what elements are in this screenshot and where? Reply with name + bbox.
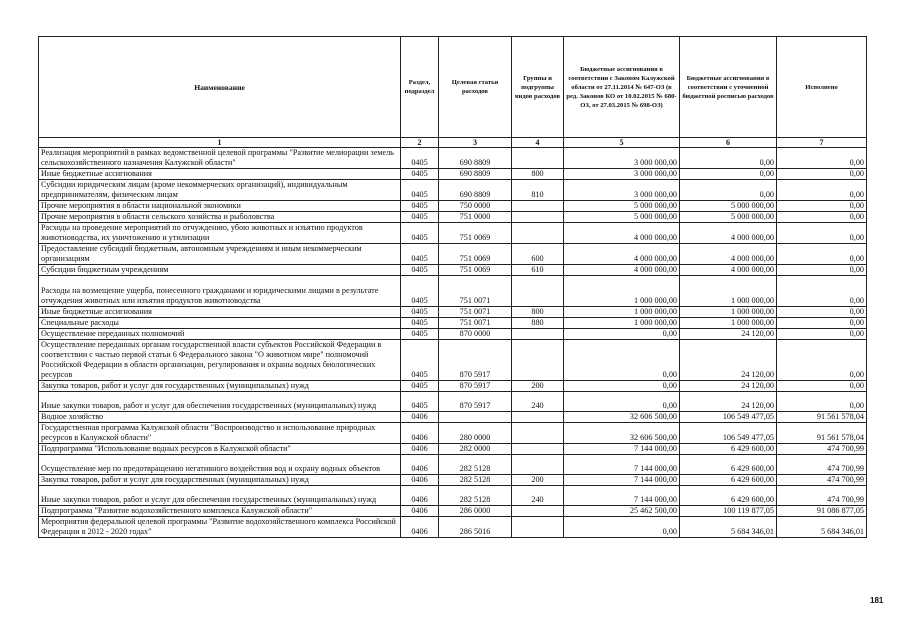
row-group bbox=[512, 276, 564, 307]
table-row bbox=[39, 412, 867, 423]
table-row bbox=[39, 506, 867, 517]
table-body bbox=[39, 148, 867, 538]
row-group bbox=[512, 340, 564, 381]
row-group: 880 bbox=[512, 318, 564, 329]
row-name: Прочие мероприятия в области сельского хозяйства и рыболовства bbox=[39, 212, 401, 223]
row-law-amount: 7 144 000,00 bbox=[564, 475, 680, 486]
row-law-amount: 0,00 bbox=[564, 381, 680, 392]
row-target: 751 0071 bbox=[439, 318, 512, 329]
row-name: Расходы на возмещение ущерба, понесенного гражданами и юридическими лицами в результате отчуждения животных или изъятия продуктов животноводства bbox=[39, 276, 401, 307]
table-row bbox=[39, 318, 867, 329]
row-name: Иные бюджетные ассигнования bbox=[39, 307, 401, 318]
row-name: Субсидии бюджетным учреждениям bbox=[39, 265, 401, 276]
row-executed-amount: 0,00 bbox=[777, 244, 867, 265]
table-row bbox=[39, 201, 867, 212]
header-budget-law: Бюджетные ассигнования в соответствии с Законом Калужской области от 27.11.2014 № 647-ОЗ (в ред. Законов КО от 10.02.2015 № 680-ОЗ, от 27.03.2015 № 698-ОЗ) bbox=[564, 37, 680, 138]
budget-table bbox=[38, 36, 867, 538]
row-group bbox=[512, 223, 564, 244]
row-group bbox=[512, 329, 564, 340]
row-list-amount: 0,00 bbox=[680, 169, 777, 180]
row-list-amount: 4 000 000,00 bbox=[680, 244, 777, 265]
row-section: 0405 bbox=[401, 340, 439, 381]
row-law-amount: 0,00 bbox=[564, 340, 680, 381]
row-target: 286 0000 bbox=[439, 506, 512, 517]
row-executed-amount: 0,00 bbox=[777, 201, 867, 212]
row-name: Иные закупки товаров, работ и услуг для обеспечения государственных (муниципальных) нужд bbox=[39, 486, 401, 506]
row-section: 0405 bbox=[401, 223, 439, 244]
row-target: 286 5016 bbox=[439, 517, 512, 538]
row-law-amount: 5 000 000,00 bbox=[564, 201, 680, 212]
row-list-amount: 24 120,00 bbox=[680, 340, 777, 381]
row-law-amount: 7 144 000,00 bbox=[564, 444, 680, 455]
row-law-amount: 0,00 bbox=[564, 517, 680, 538]
row-group bbox=[512, 412, 564, 423]
row-section: 0406 bbox=[401, 412, 439, 423]
row-name: Осуществление переданных полномочий bbox=[39, 329, 401, 340]
row-law-amount: 5 000 000,00 bbox=[564, 212, 680, 223]
row-group: 610 bbox=[512, 265, 564, 276]
row-section: 0406 bbox=[401, 506, 439, 517]
table-row bbox=[39, 423, 867, 444]
row-section: 0405 bbox=[401, 244, 439, 265]
row-law-amount: 32 606 500,00 bbox=[564, 423, 680, 444]
table-row bbox=[39, 517, 867, 538]
row-name: Закупка товаров, работ и услуг для государственных (муниципальных) нужд bbox=[39, 475, 401, 486]
row-list-amount: 106 549 477,05 bbox=[680, 412, 777, 423]
row-name: Реализация мероприятий в рамках ведомственной целевой программы "Развитие мелиорации земель сельскохозяйственного назначения Калужской области" bbox=[39, 148, 401, 169]
row-law-amount: 0,00 bbox=[564, 392, 680, 412]
row-law-amount: 1 000 000,00 bbox=[564, 307, 680, 318]
row-law-amount: 32 606 500,00 bbox=[564, 412, 680, 423]
budget-table-sheet bbox=[38, 36, 866, 538]
table-row bbox=[39, 276, 867, 307]
row-executed-amount: 0,00 bbox=[777, 318, 867, 329]
row-executed-amount: 0,00 bbox=[777, 340, 867, 381]
row-list-amount: 6 429 600,00 bbox=[680, 475, 777, 486]
row-name: Предоставление субсидий бюджетным, автономным учреждениям и иным некоммерческим организациям bbox=[39, 244, 401, 265]
row-group bbox=[512, 201, 564, 212]
row-list-amount: 5 000 000,00 bbox=[680, 201, 777, 212]
row-executed-amount: 0,00 bbox=[777, 329, 867, 340]
row-law-amount: 0,00 bbox=[564, 329, 680, 340]
row-group: 600 bbox=[512, 244, 564, 265]
row-group: 800 bbox=[512, 169, 564, 180]
row-group: 800 bbox=[512, 307, 564, 318]
row-law-amount: 1 000 000,00 bbox=[564, 276, 680, 307]
row-section: 0405 bbox=[401, 180, 439, 201]
row-name: Подпрограмма "Развитие водохозяйственного комплекса Калужской области" bbox=[39, 506, 401, 517]
row-section: 0406 bbox=[401, 486, 439, 506]
row-target: 751 0069 bbox=[439, 244, 512, 265]
row-executed-amount: 0,00 bbox=[777, 169, 867, 180]
header-groups: Группы и подгруппы видов расходов bbox=[512, 37, 564, 138]
row-target: 870 5917 bbox=[439, 381, 512, 392]
column-number: 6 bbox=[680, 138, 777, 148]
column-number: 4 bbox=[512, 138, 564, 148]
row-target: 280 0000 bbox=[439, 423, 512, 444]
row-target: 282 0000 bbox=[439, 444, 512, 455]
row-executed-amount: 91 086 877,05 bbox=[777, 506, 867, 517]
column-number: 1 bbox=[39, 138, 401, 148]
row-name: Подпрограмма "Использование водных ресурсов в Калужской области" bbox=[39, 444, 401, 455]
row-group bbox=[512, 517, 564, 538]
row-target bbox=[439, 412, 512, 423]
row-list-amount: 106 549 477,05 bbox=[680, 423, 777, 444]
row-law-amount: 3 000 000,00 bbox=[564, 169, 680, 180]
row-name: Субсидии юридическим лицам (кроме некоммерческих организаций), индивидуальным предпринимателям, физическим лицам bbox=[39, 180, 401, 201]
row-target: 750 0000 bbox=[439, 201, 512, 212]
header-name: Наименование bbox=[39, 37, 401, 138]
header-budget-list: Бюджетные ассигнования в соответствии с уточненной бюджетной росписью расходов bbox=[680, 37, 777, 138]
row-list-amount: 0,00 bbox=[680, 148, 777, 169]
row-group: 810 bbox=[512, 180, 564, 201]
row-target: 751 0069 bbox=[439, 265, 512, 276]
table-row bbox=[39, 340, 867, 381]
table-row bbox=[39, 180, 867, 201]
row-section: 0405 bbox=[401, 201, 439, 212]
table-row bbox=[39, 307, 867, 318]
row-group: 240 bbox=[512, 392, 564, 412]
row-name: Мероприятия федеральной целевой программы "Развитие водохозяйственного комплекса Российской Федерации в 2012 - 2020 годах" bbox=[39, 517, 401, 538]
row-section: 0405 bbox=[401, 392, 439, 412]
table-row bbox=[39, 475, 867, 486]
header-section: Раздел, подраздел bbox=[401, 37, 439, 138]
row-section: 0405 bbox=[401, 329, 439, 340]
row-target: 690 8809 bbox=[439, 180, 512, 201]
row-group bbox=[512, 148, 564, 169]
table-row bbox=[39, 223, 867, 244]
column-number: 5 bbox=[564, 138, 680, 148]
table-row bbox=[39, 329, 867, 340]
row-list-amount: 0,00 bbox=[680, 180, 777, 201]
column-number: 3 bbox=[439, 138, 512, 148]
row-target: 690 8809 bbox=[439, 148, 512, 169]
row-group: 200 bbox=[512, 475, 564, 486]
row-executed-amount: 474 700,99 bbox=[777, 455, 867, 475]
table-row bbox=[39, 148, 867, 169]
row-target: 870 5917 bbox=[439, 340, 512, 381]
row-law-amount: 7 144 000,00 bbox=[564, 486, 680, 506]
row-list-amount: 1 000 000,00 bbox=[680, 318, 777, 329]
page-number: 181 bbox=[870, 596, 884, 605]
table-row bbox=[39, 486, 867, 506]
row-law-amount: 25 462 500,00 bbox=[564, 506, 680, 517]
row-target: 282 5128 bbox=[439, 455, 512, 475]
row-group bbox=[512, 455, 564, 475]
row-section: 0405 bbox=[401, 265, 439, 276]
row-target: 751 0071 bbox=[439, 276, 512, 307]
row-name: Расходы на проведение мероприятий по отчуждению, убою животных и изъятию продуктов животноводства, их уничтожению и утилизации bbox=[39, 223, 401, 244]
row-group bbox=[512, 506, 564, 517]
table-row bbox=[39, 169, 867, 180]
row-target: 870 0000 bbox=[439, 329, 512, 340]
row-list-amount: 24 120,00 bbox=[680, 329, 777, 340]
row-law-amount: 3 000 000,00 bbox=[564, 180, 680, 201]
row-executed-amount: 0,00 bbox=[777, 180, 867, 201]
row-executed-amount: 0,00 bbox=[777, 148, 867, 169]
row-list-amount: 5 000 000,00 bbox=[680, 212, 777, 223]
table-row bbox=[39, 381, 867, 392]
row-name: Специальные расходы bbox=[39, 318, 401, 329]
table-row bbox=[39, 212, 867, 223]
row-section: 0405 bbox=[401, 212, 439, 223]
row-list-amount: 1 000 000,00 bbox=[680, 307, 777, 318]
row-executed-amount: 474 700,99 bbox=[777, 486, 867, 506]
row-group bbox=[512, 423, 564, 444]
row-list-amount: 6 429 600,00 bbox=[680, 444, 777, 455]
row-target: 282 5128 bbox=[439, 486, 512, 506]
header-executed: Исполнено bbox=[777, 37, 867, 138]
row-list-amount: 4 000 000,00 bbox=[680, 265, 777, 276]
row-section: 0405 bbox=[401, 381, 439, 392]
row-list-amount: 24 120,00 bbox=[680, 381, 777, 392]
row-target: 282 5128 bbox=[439, 475, 512, 486]
row-name: Осуществление мер по предотвращению негативного воздействия вод и охрану водных объектов bbox=[39, 455, 401, 475]
table-row bbox=[39, 265, 867, 276]
row-name: Закупка товаров, работ и услуг для государственных (муниципальных) нужд bbox=[39, 381, 401, 392]
row-section: 0405 bbox=[401, 307, 439, 318]
row-group bbox=[512, 212, 564, 223]
row-section: 0406 bbox=[401, 455, 439, 475]
row-executed-amount: 0,00 bbox=[777, 276, 867, 307]
table-row bbox=[39, 455, 867, 475]
row-list-amount: 6 429 600,00 bbox=[680, 486, 777, 506]
table-row bbox=[39, 244, 867, 265]
table-row bbox=[39, 444, 867, 455]
row-section: 0405 bbox=[401, 148, 439, 169]
row-name: Иные бюджетные ассигнования bbox=[39, 169, 401, 180]
column-number: 7 bbox=[777, 138, 867, 148]
header-target: Целевая статья расходов bbox=[439, 37, 512, 138]
row-section: 0405 bbox=[401, 276, 439, 307]
row-section: 0405 bbox=[401, 318, 439, 329]
header-row bbox=[39, 37, 867, 138]
row-list-amount: 4 000 000,00 bbox=[680, 223, 777, 244]
row-target: 751 0000 bbox=[439, 212, 512, 223]
table-row bbox=[39, 392, 867, 412]
row-executed-amount: 0,00 bbox=[777, 265, 867, 276]
row-target: 690 8809 bbox=[439, 169, 512, 180]
row-executed-amount: 474 700,99 bbox=[777, 475, 867, 486]
column-number-row bbox=[39, 138, 867, 148]
row-name: Водное хозяйство bbox=[39, 412, 401, 423]
row-law-amount: 7 144 000,00 bbox=[564, 455, 680, 475]
row-section: 0406 bbox=[401, 517, 439, 538]
row-section: 0406 bbox=[401, 423, 439, 444]
row-section: 0405 bbox=[401, 169, 439, 180]
row-executed-amount: 0,00 bbox=[777, 307, 867, 318]
row-target: 751 0071 bbox=[439, 307, 512, 318]
row-law-amount: 4 000 000,00 bbox=[564, 244, 680, 265]
row-law-amount: 3 000 000,00 bbox=[564, 148, 680, 169]
row-law-amount: 4 000 000,00 bbox=[564, 223, 680, 244]
row-list-amount: 6 429 600,00 bbox=[680, 455, 777, 475]
row-executed-amount: 91 561 578,04 bbox=[777, 412, 867, 423]
row-list-amount: 24 120,00 bbox=[680, 392, 777, 412]
row-list-amount: 100 119 877,05 bbox=[680, 506, 777, 517]
row-list-amount: 1 000 000,00 bbox=[680, 276, 777, 307]
row-law-amount: 4 000 000,00 bbox=[564, 265, 680, 276]
row-executed-amount: 0,00 bbox=[777, 392, 867, 412]
column-number: 2 bbox=[401, 138, 439, 148]
row-target: 751 0069 bbox=[439, 223, 512, 244]
row-target: 870 5917 bbox=[439, 392, 512, 412]
row-executed-amount: 0,00 bbox=[777, 223, 867, 244]
row-list-amount: 5 684 346,01 bbox=[680, 517, 777, 538]
row-executed-amount: 91 561 578,04 bbox=[777, 423, 867, 444]
row-name: Иные закупки товаров, работ и услуг для обеспечения государственных (муниципальных) нужд bbox=[39, 392, 401, 412]
row-group: 240 bbox=[512, 486, 564, 506]
row-name: Государственная программа Калужской области "Воспроизводство и использование природных ресурсов в Калужской области" bbox=[39, 423, 401, 444]
row-group bbox=[512, 444, 564, 455]
row-section: 0406 bbox=[401, 444, 439, 455]
row-executed-amount: 0,00 bbox=[777, 212, 867, 223]
row-executed-amount: 0,00 bbox=[777, 381, 867, 392]
row-executed-amount: 5 684 346,01 bbox=[777, 517, 867, 538]
row-executed-amount: 474 700,99 bbox=[777, 444, 867, 455]
row-group: 200 bbox=[512, 381, 564, 392]
row-name: Осуществление переданных органам государственной власти субъектов Российской Федерации в соответствии с частью первой статьи 6 Федерального закона "О животном мире" полномочий Российской Федерации в области организации, регулирования и охраны водных биологических ресурсов bbox=[39, 340, 401, 381]
row-law-amount: 1 000 000,00 bbox=[564, 318, 680, 329]
row-section: 0406 bbox=[401, 475, 439, 486]
row-name: Прочие мероприятия в области национальной экономики bbox=[39, 201, 401, 212]
